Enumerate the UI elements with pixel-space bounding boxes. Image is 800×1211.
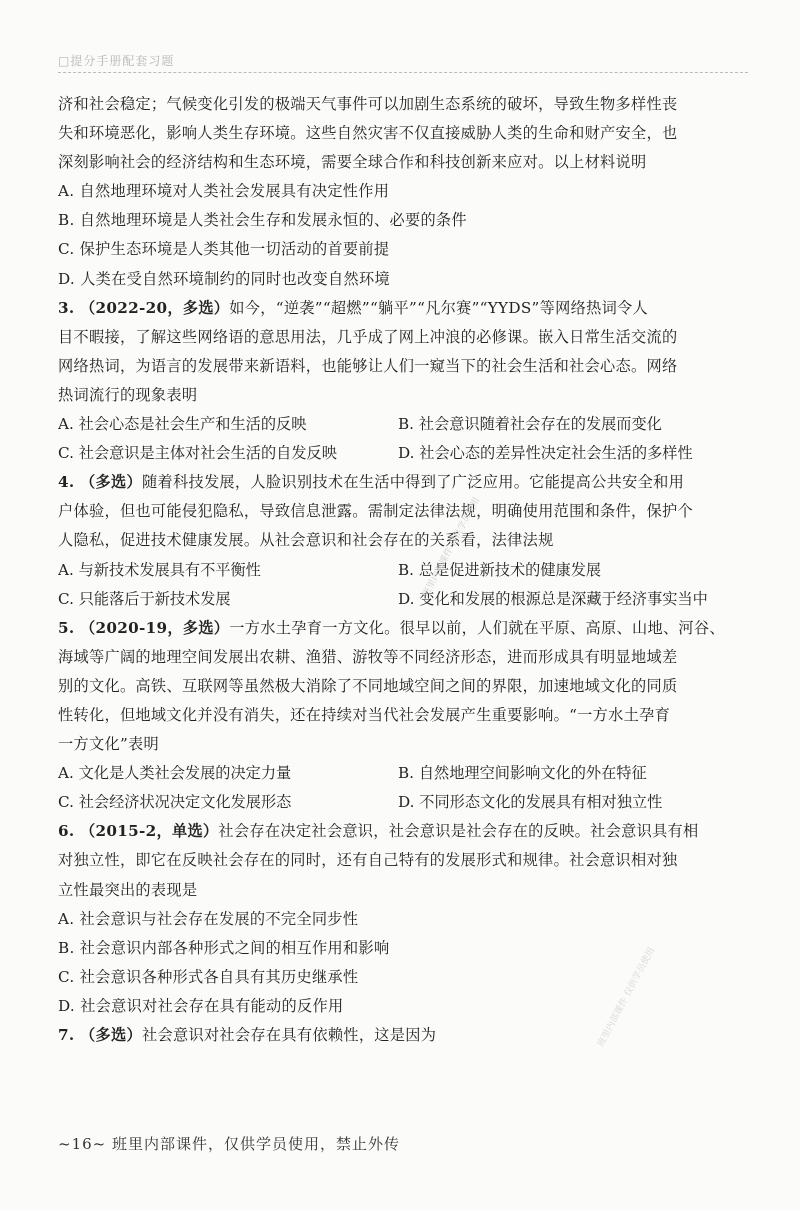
question-4 — [58, 468, 750, 497]
question-text: 网络热词，为语言的发展带来新语料，也能够让人们一窥当下的社会生活和社会心态。网络 — [58, 356, 678, 375]
q5-option-a: A. 文化是人类社会发展的决定力量 — [58, 764, 292, 783]
intro-line: 深刻影响社会的经济结构和生态环境，需要全球合作和科技创新来应对。以上材料说明 — [58, 153, 647, 172]
question-text: 如今，“逆袭”“超燃”“躺平”“凡尔赛”“YYDS”等网络热词令人 — [229, 298, 649, 317]
watermark: 班里内部课件 仅供学员使用 — [421, 495, 483, 599]
option-row — [58, 439, 750, 468]
q6-option-b: B. 社会意识内部各种形式之间的相互作用和影响 — [58, 938, 390, 957]
question-text: 一方文化”表明 — [58, 735, 159, 754]
option-row — [58, 556, 750, 585]
question-number: 5. （2020-19，多选） — [58, 618, 230, 637]
question-text: 随着科技发展，人脸识别技术在生活中得到了广泛应用。它能提高公共安全和用 — [142, 473, 685, 492]
question-text: 性转化，但地域文化并没有消失，还在持续对当代社会发展产生重要影响。“一方水土孕育 — [58, 705, 671, 724]
q2-option-a: A. 自然地理环境对人类社会发展具有决定性作用 — [58, 182, 390, 201]
q4-option-b: B. 总是促进新技术的健康发展 — [398, 560, 602, 579]
question-number: 4. （多选） — [58, 473, 142, 492]
intro-line: 失和环境恶化，影响人类生存环境。这些自然灾害不仅直接威胁人类的生命和财产安全，也 — [58, 124, 678, 143]
question-7 — [58, 1021, 750, 1050]
question-text: 人隐私，促进技术健康发展。从社会意识和社会存在的关系看，法律法规 — [58, 531, 554, 550]
q5-option-d: D. 不同形态文化的发展具有相对独立性 — [398, 793, 663, 812]
q2-option-b: B. 自然地理环境是人类社会生存和发展永恒的、必要的条件 — [58, 211, 467, 230]
q4-option-a: A. 与新技术发展具有不平衡性 — [58, 560, 261, 579]
question-text: 对独立性，即它在反映社会存在的同时，还有自己特有的发展形式和规律。社会意识相对独 — [58, 851, 678, 870]
q6-option-d: D. 社会意识对社会存在具有能动的反作用 — [58, 996, 344, 1015]
question-text: 户体验，但也可能侵犯隐私，导致信息泄露。需制定法律法规，明确使用范围和条件，保护个 — [58, 502, 693, 521]
question-text: 社会意识对社会存在具有依赖性，这是因为 — [142, 1026, 437, 1044]
q2-option-d: D. 人类在受自然环境制约的同时也改变自然环境 — [58, 269, 390, 288]
q6-option-c: C. 社会意识各种形式各自具有其历史继承性 — [58, 967, 359, 986]
option-row — [58, 759, 750, 788]
q3-option-c: C. 社会意识是主体对社会生活的自发反映 — [58, 444, 337, 463]
watermark: 班里内部课件 仅供学员使用 — [596, 945, 658, 1049]
q5-option-c: C. 社会经济状况决定文化发展形态 — [58, 793, 292, 812]
q6-option-a: A. 社会意识与社会存在发展的不完全同步性 — [58, 909, 359, 928]
question-text: 热词流行的现象表明 — [58, 385, 198, 404]
q2-option-c: C. 保护生态环境是人类其他一切活动的首要前提 — [58, 240, 390, 259]
q5-option-b: B. 自然地理空间影响文化的外在特征 — [398, 764, 647, 783]
header-text: □提分手册配套习题 — [58, 54, 175, 68]
question-text: 别的文化。高铁、互联网等虽然极大消除了不同地域空间之间的界限，加速地域文化的同质 — [58, 676, 678, 695]
question-text: 一方水土孕育一方文化。很早以前，人们就在平原、高原、山地、河谷、 — [229, 618, 725, 637]
option-row — [58, 585, 750, 614]
page-header — [58, 50, 748, 73]
q3-option-a: A. 社会心态是社会生产和生活的反映 — [58, 415, 307, 434]
question-text: 立性最突出的表现是 — [58, 880, 198, 899]
intro-line: 济和社会稳定；气候变化引发的极端天气事件可以加剧生态系统的破坏，导致生物多样性丧 — [58, 95, 678, 113]
question-number: 7. （多选） — [58, 1026, 142, 1044]
page-footer: ~16~ 班里内部课件，仅供学员使用，禁止外传 — [58, 1135, 400, 1153]
question-3 — [58, 294, 750, 323]
question-text: 海域等广阔的地理空间发展出农耕、渔猎、游牧等不同经济形态，进而形成具有明显地域差 — [58, 647, 678, 666]
q3-option-b: B. 社会意识随着社会存在的发展而变化 — [398, 415, 662, 434]
question-number: 6. （2015-2，单选） — [58, 822, 219, 841]
option-row — [58, 410, 750, 439]
question-text: 目不暇接，了解这些网络语的意思用法，几乎成了网上冲浪的必修课。嵌入日常生活交流的 — [58, 327, 678, 346]
q3-option-d: D. 社会心态的差异性决定社会生活的多样性 — [398, 444, 693, 463]
document-body — [58, 90, 750, 1050]
q4-option-c: C. 只能落后于新技术发展 — [58, 589, 231, 608]
question-6 — [58, 817, 750, 846]
q4-option-d: D. 变化和发展的根源总是深藏于经济事实当中 — [398, 589, 708, 608]
option-row — [58, 788, 750, 817]
question-number: 3. （2022-20，多选） — [58, 298, 230, 317]
question-text: 社会存在决定社会意识，社会意识是社会存在的反映。社会意识具有相 — [218, 822, 699, 841]
question-5 — [58, 614, 750, 643]
